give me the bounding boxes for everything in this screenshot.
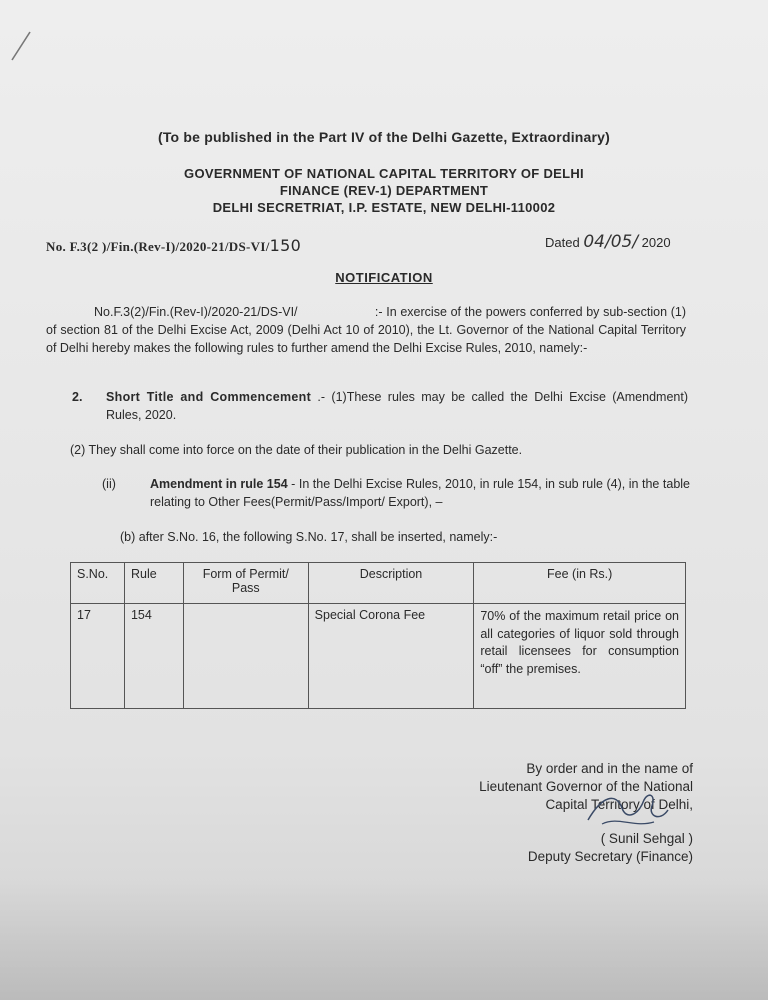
reference-prefix: No. F.3(2 )/Fin.(Rev-I)/2020-21/DS-VI/ [46,239,270,254]
signatory-block [440,830,693,866]
reference-number [46,236,301,255]
government-name: GOVERNMENT OF NATIONAL CAPITAL TERRITORY OF DELHI [184,166,584,181]
signatory-name: ( Sunil Sehgal ) [600,831,693,846]
header-fee: Fee (in Rs.) [474,563,686,604]
header-sno: S.No. [71,563,125,604]
fee-table [70,562,686,709]
date-year: 2020 [641,235,671,250]
cell-form [183,604,308,709]
signature-scribble [582,786,672,832]
table-row [71,604,686,709]
opening-text: :- In exercise of the powers conferred by sub-section (1) of section 81 of the Delhi Excise Act, 2009 (Delhi Act 10 of 2010), the Lt. Governor of the National Capital Territory of Delhi hereby makes the following rules to further amend the Delhi Excise Rules, 2010, namely:- [46,305,686,355]
cell-fee: 70% of the maximum retail price on all categories of liquor sold through retail licensees for consumption “off” the premises. [474,604,686,709]
notification-title: NOTIFICATION [335,270,433,285]
dated-label: Dated [545,235,580,250]
item-short-title [72,388,688,424]
reference-handwritten-number: 150 [269,236,302,255]
order-line-2: Lieutenant Governor of the National [479,779,693,794]
item2-text: .- (1)These rules may be called the Delhi Excise (Amendment) Rules, 2020. [106,390,688,422]
government-header [0,165,768,216]
item-amendment [102,475,690,511]
header-form: Form of Permit/ Pass [183,563,308,604]
cell-sno: 17 [71,604,125,709]
pen-mark [8,28,38,64]
signatory-designation: Deputy Secretary (Finance) [527,849,693,864]
item2-heading: Short Title and Commencement [106,390,312,404]
cell-description: Special Corona Fee [308,604,474,709]
department-address: DELHI SECRETRIAT, I.P. ESTATE, NEW DELHI-110002 [212,200,556,215]
order-line-1: By order and in the name of [526,761,693,776]
itemii-text: - In the Delhi Excise Rules, 2010, in rule 154, in sub rule (4), in the table relating to Other Fees(Permit/Pass/Import/ Export), – [150,477,690,509]
header-description: Description [308,563,474,604]
order-line-3: Capital Territory of Delhi, [545,797,693,812]
header-rule: Rule [124,563,183,604]
commencement-clause: (2) They shall come into force on the date of their publication in the Delhi Gazette. [70,443,523,457]
handwritten-date: 04/05/ [583,232,639,252]
table-header-row [71,563,686,604]
opening-paragraph [46,303,686,357]
opening-ref: No.F.3(2)/Fin.(Rev-I)/2020-21/DS-VI/ [94,305,298,319]
dated-line [545,232,671,252]
insertion-clause: (b) after S.No. 16, the following S.No. 17, shall be inserted, namely:- [120,530,498,544]
itemii-number: (ii) [102,477,116,491]
cell-rule: 154 [124,604,183,709]
itemii-heading: Amendment in rule 154 [150,477,288,491]
item2-number: 2. [72,390,83,404]
department-name: FINANCE (REV-1) DEPARTMENT [279,183,489,198]
gazette-line: (To be published in the Part IV of the Delhi Gazette, Extraordinary) [157,129,611,145]
